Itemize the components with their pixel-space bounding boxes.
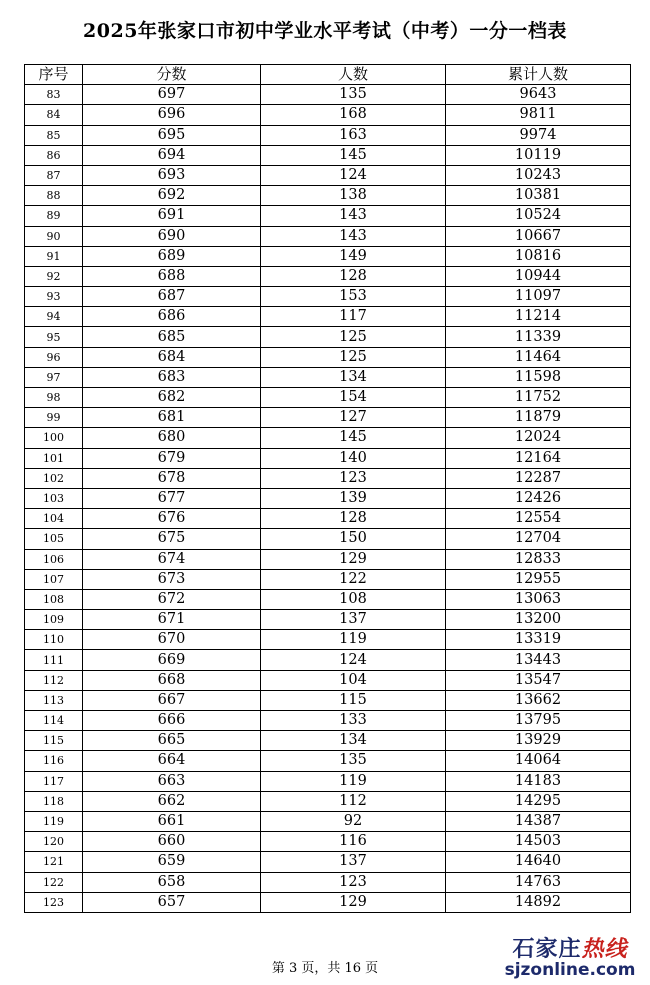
- table-row: [25, 670, 631, 690]
- table-row: [25, 327, 631, 347]
- cell-cumulative: 10243: [446, 165, 631, 185]
- cell-count: 137: [261, 610, 446, 630]
- cell-seq: 88: [25, 186, 83, 206]
- header-cumulative: 累计人数: [446, 65, 631, 85]
- cell-cumulative: 12704: [446, 529, 631, 549]
- cell-cumulative: 13319: [446, 630, 631, 650]
- cell-cumulative: 12955: [446, 569, 631, 589]
- cell-cumulative: 14387: [446, 811, 631, 831]
- cell-score: 696: [83, 105, 261, 125]
- cell-cumulative: 13662: [446, 690, 631, 710]
- table-row: [25, 145, 631, 165]
- cell-count: 104: [261, 670, 446, 690]
- cell-seq: 115: [25, 731, 83, 751]
- cell-seq: 83: [25, 85, 83, 105]
- cell-seq: 121: [25, 852, 83, 872]
- cell-cumulative: 10944: [446, 266, 631, 286]
- cell-seq: 117: [25, 771, 83, 791]
- cell-count: 153: [261, 287, 446, 307]
- cell-cumulative: 12024: [446, 428, 631, 448]
- cell-count: 133: [261, 711, 446, 731]
- cell-count: 135: [261, 85, 446, 105]
- cell-cumulative: 11598: [446, 367, 631, 387]
- cell-count: 127: [261, 408, 446, 428]
- table-row: [25, 711, 631, 731]
- cell-count: 92: [261, 811, 446, 831]
- cell-score: 695: [83, 125, 261, 145]
- cell-count: 129: [261, 549, 446, 569]
- cell-count: 137: [261, 852, 446, 872]
- cell-cumulative: 10119: [446, 145, 631, 165]
- cell-count: 117: [261, 307, 446, 327]
- cell-seq: 104: [25, 509, 83, 529]
- watermark-name-accent: 热线: [581, 937, 628, 962]
- cell-count: 143: [261, 226, 446, 246]
- cell-cumulative: 12833: [446, 549, 631, 569]
- cell-score: 693: [83, 165, 261, 185]
- cell-seq: 103: [25, 488, 83, 508]
- table-row: [25, 509, 631, 529]
- cell-seq: 89: [25, 206, 83, 226]
- table-row: [25, 529, 631, 549]
- cell-score: 689: [83, 246, 261, 266]
- cell-seq: 97: [25, 367, 83, 387]
- header-score: 分数: [83, 65, 261, 85]
- table-row: [25, 650, 631, 670]
- cell-cumulative: 14503: [446, 832, 631, 852]
- cell-score: 682: [83, 388, 261, 408]
- cell-cumulative: 11752: [446, 388, 631, 408]
- cell-cumulative: 13443: [446, 650, 631, 670]
- table-row: [25, 488, 631, 508]
- cell-count: 163: [261, 125, 446, 145]
- cell-score: 659: [83, 852, 261, 872]
- cell-score: 683: [83, 367, 261, 387]
- table-row: [25, 468, 631, 488]
- cell-cumulative: 11464: [446, 347, 631, 367]
- cell-count: 108: [261, 589, 446, 609]
- table-row: [25, 307, 631, 327]
- cell-score: 687: [83, 287, 261, 307]
- cell-score: 679: [83, 448, 261, 468]
- cell-score: 685: [83, 327, 261, 347]
- cell-cumulative: 14892: [446, 892, 631, 912]
- cell-score: 690: [83, 226, 261, 246]
- cell-score: 684: [83, 347, 261, 367]
- cell-count: 122: [261, 569, 446, 589]
- cell-score: 697: [83, 85, 261, 105]
- cell-count: 139: [261, 488, 446, 508]
- cell-seq: 99: [25, 408, 83, 428]
- cell-seq: 108: [25, 589, 83, 609]
- cell-cumulative: 11339: [446, 327, 631, 347]
- cell-seq: 106: [25, 549, 83, 569]
- cell-score: 694: [83, 145, 261, 165]
- table-row: [25, 367, 631, 387]
- cell-count: 124: [261, 650, 446, 670]
- table-row: [25, 852, 631, 872]
- cell-score: 678: [83, 468, 261, 488]
- cell-seq: 105: [25, 529, 83, 549]
- cell-seq: 101: [25, 448, 83, 468]
- cell-seq: 119: [25, 811, 83, 831]
- cell-seq: 114: [25, 711, 83, 731]
- cell-count: 125: [261, 347, 446, 367]
- cell-score: 670: [83, 630, 261, 650]
- cell-count: 135: [261, 751, 446, 771]
- cell-seq: 87: [25, 165, 83, 185]
- table-row: [25, 206, 631, 226]
- cell-count: 125: [261, 327, 446, 347]
- cell-cumulative: 13929: [446, 731, 631, 751]
- cell-score: 686: [83, 307, 261, 327]
- table-row: [25, 731, 631, 751]
- cell-score: 681: [83, 408, 261, 428]
- cell-cumulative: 9643: [446, 85, 631, 105]
- cell-count: 124: [261, 165, 446, 185]
- cell-cumulative: 12426: [446, 488, 631, 508]
- cell-seq: 86: [25, 145, 83, 165]
- table-row: [25, 549, 631, 569]
- cell-score: 676: [83, 509, 261, 529]
- table-row: [25, 610, 631, 630]
- cell-seq: 123: [25, 892, 83, 912]
- cell-cumulative: 14640: [446, 852, 631, 872]
- cell-score: 672: [83, 589, 261, 609]
- cell-cumulative: 13795: [446, 711, 631, 731]
- table-row: [25, 892, 631, 912]
- cell-cumulative: 13063: [446, 589, 631, 609]
- cell-seq: 120: [25, 832, 83, 852]
- table-row: [25, 226, 631, 246]
- table-header-row: [25, 65, 631, 85]
- cell-seq: 98: [25, 388, 83, 408]
- cell-score: 668: [83, 670, 261, 690]
- cell-seq: 96: [25, 347, 83, 367]
- cell-seq: 91: [25, 246, 83, 266]
- cell-score: 658: [83, 872, 261, 892]
- cell-cumulative: 11097: [446, 287, 631, 307]
- table-row: [25, 832, 631, 852]
- cell-score: 663: [83, 771, 261, 791]
- table-row: [25, 246, 631, 266]
- cell-count: 149: [261, 246, 446, 266]
- table-row: [25, 448, 631, 468]
- header-seq: 序号: [25, 65, 83, 85]
- cell-count: 129: [261, 892, 446, 912]
- table-row: [25, 569, 631, 589]
- table-row: [25, 630, 631, 650]
- cell-seq: 122: [25, 872, 83, 892]
- cell-seq: 84: [25, 105, 83, 125]
- cell-cumulative: 10381: [446, 186, 631, 206]
- cell-cumulative: 9811: [446, 105, 631, 125]
- table-row: [25, 125, 631, 145]
- table-row: [25, 751, 631, 771]
- cell-seq: 100: [25, 428, 83, 448]
- cell-cumulative: 12164: [446, 448, 631, 468]
- cell-seq: 107: [25, 569, 83, 589]
- cell-count: 154: [261, 388, 446, 408]
- cell-seq: 118: [25, 791, 83, 811]
- cell-seq: 112: [25, 670, 83, 690]
- cell-seq: 95: [25, 327, 83, 347]
- cell-cumulative: 9974: [446, 125, 631, 145]
- watermark-name: [500, 932, 640, 963]
- cell-score: 688: [83, 266, 261, 286]
- cell-seq: 113: [25, 690, 83, 710]
- cell-score: 660: [83, 832, 261, 852]
- cell-score: 662: [83, 791, 261, 811]
- cell-score: 680: [83, 428, 261, 448]
- cell-score: 671: [83, 610, 261, 630]
- cell-count: 116: [261, 832, 446, 852]
- cell-count: 143: [261, 206, 446, 226]
- table-row: [25, 165, 631, 185]
- cell-count: 145: [261, 428, 446, 448]
- cell-count: 134: [261, 367, 446, 387]
- cell-seq: 111: [25, 650, 83, 670]
- watermark-name-main: 石家庄: [512, 937, 582, 962]
- cell-score: 666: [83, 711, 261, 731]
- cell-cumulative: 14295: [446, 791, 631, 811]
- table-row: [25, 408, 631, 428]
- cell-count: 123: [261, 468, 446, 488]
- cell-score: 665: [83, 731, 261, 751]
- cell-score: 677: [83, 488, 261, 508]
- cell-cumulative: 12554: [446, 509, 631, 529]
- cell-score: 667: [83, 690, 261, 710]
- table-row: [25, 771, 631, 791]
- cell-cumulative: 10816: [446, 246, 631, 266]
- cell-score: 692: [83, 186, 261, 206]
- cell-score: 664: [83, 751, 261, 771]
- cell-cumulative: 12287: [446, 468, 631, 488]
- cell-count: 134: [261, 731, 446, 751]
- table-row: [25, 428, 631, 448]
- cell-cumulative: 11879: [446, 408, 631, 428]
- table-row: [25, 791, 631, 811]
- cell-score: 669: [83, 650, 261, 670]
- cell-count: 119: [261, 771, 446, 791]
- cell-count: 128: [261, 509, 446, 529]
- table-row: [25, 105, 631, 125]
- table-row: [25, 872, 631, 892]
- cell-score: 691: [83, 206, 261, 226]
- watermark-url: sjzonline.com: [504, 960, 636, 980]
- site-watermark: [500, 932, 640, 980]
- cell-score: 673: [83, 569, 261, 589]
- cell-seq: 93: [25, 287, 83, 307]
- cell-count: 115: [261, 690, 446, 710]
- table-row: [25, 811, 631, 831]
- cell-seq: 90: [25, 226, 83, 246]
- cell-score: 674: [83, 549, 261, 569]
- cell-seq: 94: [25, 307, 83, 327]
- cell-cumulative: 10667: [446, 226, 631, 246]
- table-row: [25, 85, 631, 105]
- cell-count: 138: [261, 186, 446, 206]
- cell-cumulative: 11214: [446, 307, 631, 327]
- cell-seq: 109: [25, 610, 83, 630]
- cell-count: 168: [261, 105, 446, 125]
- cell-cumulative: 14183: [446, 771, 631, 791]
- table-row: [25, 347, 631, 367]
- cell-score: 657: [83, 892, 261, 912]
- score-table: [24, 64, 631, 913]
- cell-seq: 102: [25, 468, 83, 488]
- table-row: [25, 589, 631, 609]
- cell-count: 119: [261, 630, 446, 650]
- cell-cumulative: 13547: [446, 670, 631, 690]
- cell-count: 140: [261, 448, 446, 468]
- cell-cumulative: 13200: [446, 610, 631, 630]
- table-body: [25, 85, 631, 913]
- cell-seq: 85: [25, 125, 83, 145]
- cell-cumulative: 14763: [446, 872, 631, 892]
- cell-seq: 110: [25, 630, 83, 650]
- cell-count: 150: [261, 529, 446, 549]
- table-row: [25, 186, 631, 206]
- cell-count: 128: [261, 266, 446, 286]
- cell-count: 145: [261, 145, 446, 165]
- page-footer: 第 3 页，共 16 页: [271, 961, 379, 976]
- table-row: [25, 266, 631, 286]
- cell-seq: 92: [25, 266, 83, 286]
- cell-count: 112: [261, 791, 446, 811]
- table-row: [25, 287, 631, 307]
- page-title: 2025年张家口市初中学业水平考试（中考）一分一档表: [83, 20, 567, 42]
- cell-cumulative: 10524: [446, 206, 631, 226]
- cell-score: 675: [83, 529, 261, 549]
- table-row: [25, 388, 631, 408]
- cell-count: 123: [261, 872, 446, 892]
- header-count: 人数: [261, 65, 446, 85]
- cell-cumulative: 14064: [446, 751, 631, 771]
- cell-score: 661: [83, 811, 261, 831]
- cell-seq: 116: [25, 751, 83, 771]
- table-row: [25, 690, 631, 710]
